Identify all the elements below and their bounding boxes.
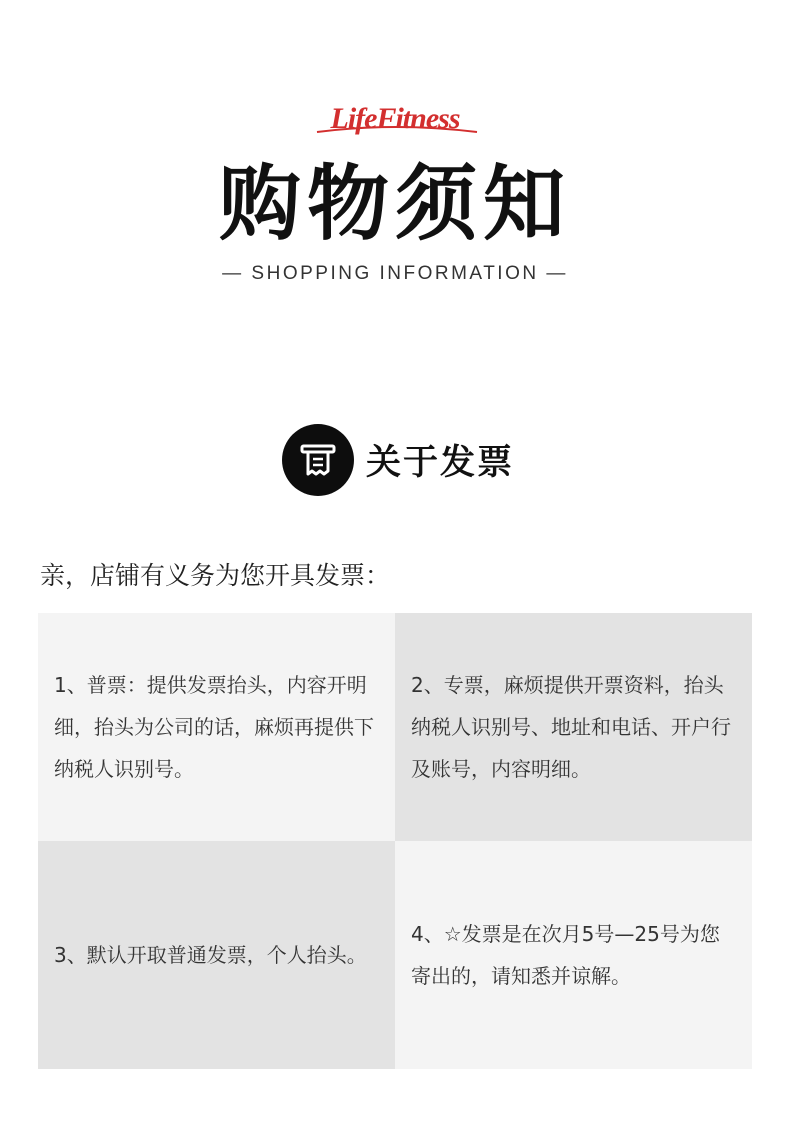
page-subtitle: — SHOPPING INFORMATION — [222, 263, 568, 284]
notice-text-4: 4、☆发票是在次月5号—25号为您寄出的，请知悉并谅解。 [411, 922, 720, 988]
notice-cell-4 [395, 841, 752, 1069]
logo-wordmark: LifeFitness [330, 102, 460, 135]
intro-text: 亲，店铺有义务为您开具发票： [40, 561, 391, 590]
notice-cell-1 [38, 613, 395, 841]
notice-cell-3 [38, 841, 395, 1069]
notice-text-3: 3、默认开取普通发票，个人抬头。 [54, 943, 367, 967]
section-header [282, 424, 514, 496]
notice-text-2: 2、专票，麻烦提供开票资料，抬头纳税人识别号、地址和电话、开户行及账号，内容明细。 [411, 673, 731, 781]
notice-grid [38, 613, 752, 1069]
lifefitness-logo-icon [295, 92, 495, 140]
notice-text-1: 1、普票：提供发票抬头，内容开明细，抬头为公司的话，麻烦再提供下纳税人识别号。 [54, 673, 374, 781]
brand-logo [0, 92, 790, 140]
receipt-icon [282, 424, 354, 496]
section-title: 关于发票 [366, 443, 515, 483]
page-title: 购物须知 [218, 157, 571, 252]
notice-cell-2 [395, 613, 752, 841]
